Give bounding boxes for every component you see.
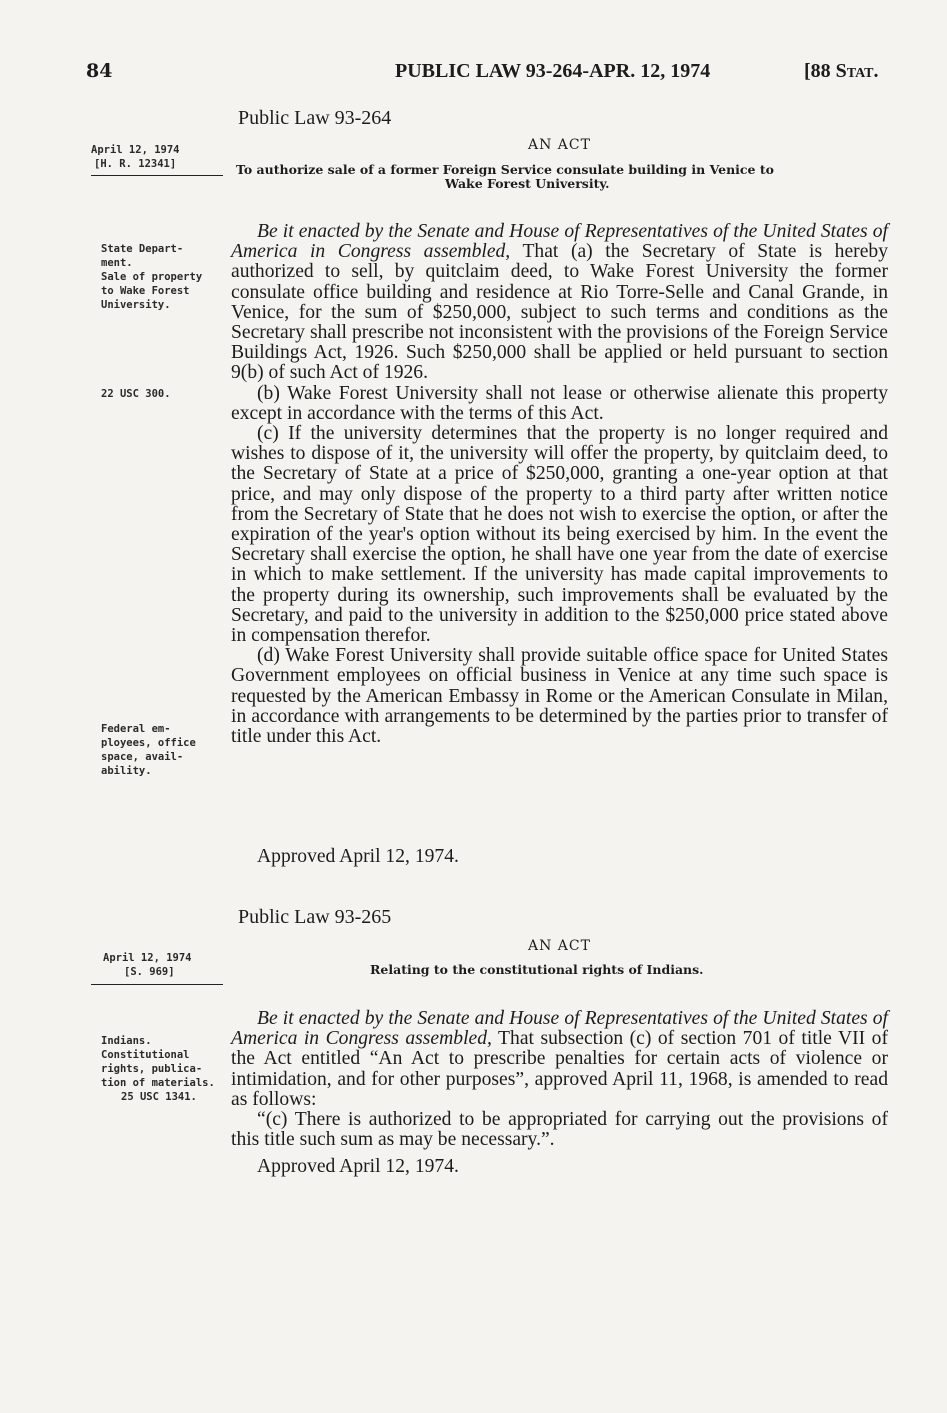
margin-note [101,242,231,312]
margin-note [101,1034,231,1104]
law-date: April 12, 1974 [91,144,180,156]
enacting-clause: Be it enacted by the Senate and House of Representatives of the United States of America in Congress assembled, [231,221,888,263]
law-date: April 12, 1974 [103,952,192,964]
margin-note-line: ability. [101,765,152,777]
margin-note-line: ment. [101,257,133,269]
bill-number: [S. 969] [124,966,175,978]
purpose-line: Relating to the constitutional rights of Indians. [370,962,704,977]
purpose-line: To authorize sale of a former Foreign Service consulate building in Venice to [236,162,774,177]
margin-note-line: space, avail- [101,751,184,763]
margin-note-usc: 22 USC 300. [101,388,171,400]
margin-note-line: to Wake Forest [101,285,190,297]
purpose-line: Wake Forest University. [445,176,610,191]
margin-note-line: tion of materials. [101,1077,215,1089]
section-c-text: (c) If the university determines that the property is no longer required and wishes to dispose of it, the university will offer the property, by quitclaim deed, to the Secretary of State at a price of $250,000, granting a one-year option at that price, and may only dispose of the property to a third party after written notice from the Secretary of State that he does not wish to exercise the option, or after the expiration of the year's option without its being exercised by him. In the event the Secretary shall exercise the option, he shall have one year from the date of exercise in which to make settlement. If the university has made capital improvements to the property during its ownership, such improvements shall be evaluated by the Secretary, and paid to the university in addition to the $250,000 price stated above in compensation therefor. [231,423,888,647]
main-section-text: That subsection (c) of section 701 of title VII of the Act entitled “An Act to prescribe penalties for certain acts of violence or intimidation, and for other purposes”, approved April 11, 1968, is amended to read as follows: [231,1028,888,1110]
approval-line: Approved April 12, 1974. [257,846,459,867]
margin-note-line: State Depart- [101,243,184,255]
margin-note-line: University. [101,299,171,311]
bill-number: [H. R. 12341] [94,158,177,170]
law-title: Public Law 93-264 [238,107,392,129]
section-b-text: (b) Wake Forest University shall not lease or otherwise alienate this property except in accordance with the terms of this Act. [231,382,888,424]
section-d-text: (d) Wake Forest University shall provide suitable office space for United States Government employees on official business in Venice at any time such space is requested by the American Embassy in Rome or the American Consulate in Milan, in accordance with arrangements to be determined by the parties prior to transfer of title under this Act. [231,645,888,748]
law-title: Public Law 93-265 [238,906,392,928]
margin-note-line: Sale of property [101,271,203,283]
margin-note-line: Indians. [101,1035,152,1047]
an-act-heading: AN ACT [528,137,591,153]
law-body [231,222,888,747]
margin-rule [91,984,223,985]
margin-note-line: 25 USC 1341. [121,1091,197,1103]
margin-note-line: Federal em- [101,723,171,735]
margin-note [101,722,231,778]
margin-note-line: rights, publica- [101,1063,203,1075]
law-body [231,1009,888,1150]
volume-citation: [88 Stat. [804,60,879,82]
quoted-subsection: “(c) There is authorized to be appropriated for carrying out the provisions of this title such sum as may be necessary.”. [231,1109,888,1151]
an-act-heading: AN ACT [528,938,591,954]
margin-note-line: Constitutional [101,1049,190,1061]
section-a-text: That (a) the Secretary of State is hereby authorized to sell, by quitclaim deed, to Wake Forest University the former consulate office building and residence at Rio Torre-Selle and Canal Grande, in Venice, for the sum of $250,000, subject to such terms and conditions as the Secretary shall prescribe not inconsistent with the provisions of the Foreign Service Buildings Act, 1926. Such $250,000 shall be applied or held pursuant to section 9(b) of such Act of 1926. [231,241,888,384]
enacting-clause: Be it enacted by the Senate and House of Representatives of the United States of America in Congress assembled, [231,1008,888,1050]
margin-rule [91,175,223,176]
running-title: PUBLIC LAW 93-264-APR. 12, 1974 [395,60,711,82]
approval-line: Approved April 12, 1974. [257,1156,459,1177]
page-number: 84 [86,60,113,82]
margin-note-line: ployees, office [101,737,196,749]
